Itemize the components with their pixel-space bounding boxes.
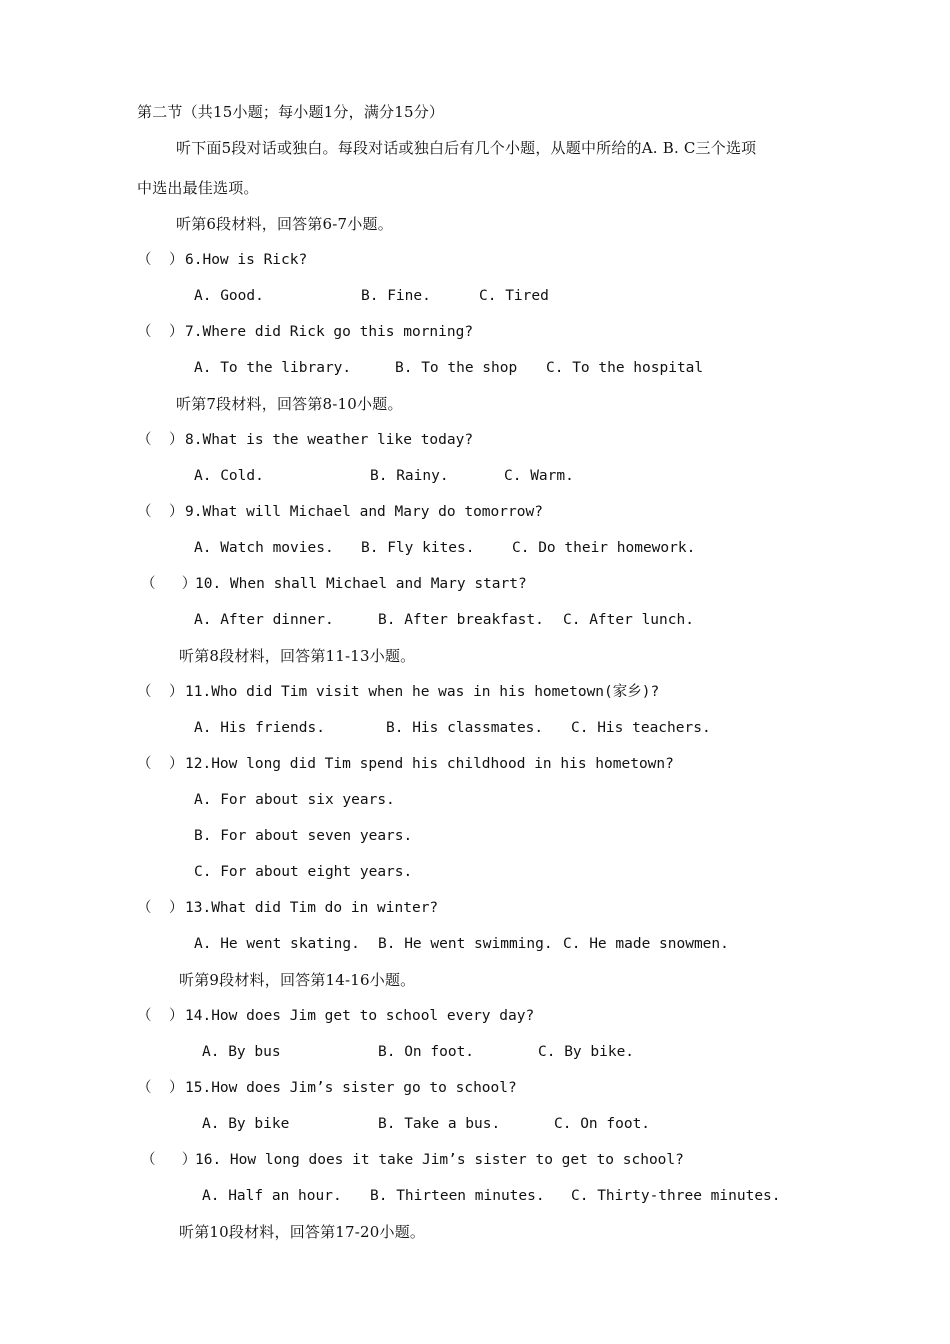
option-b[interactable]: B. He went swimming. xyxy=(378,936,553,952)
question-15 xyxy=(137,1078,837,1098)
option-b[interactable]: B. For about seven years. xyxy=(194,828,413,844)
question-text: 9.What will Michael and Mary do tomorrow? xyxy=(185,504,543,520)
section-heading: 第二节（共15小题；每小题1分，满分15分） xyxy=(137,103,445,121)
option-b[interactable]: B. Take a bus. xyxy=(378,1116,501,1132)
option-b[interactable]: B. Rainy. xyxy=(370,468,449,484)
options-13 xyxy=(0,934,950,954)
option-b[interactable]: B. Thirteen minutes. xyxy=(370,1188,545,1204)
option-c[interactable]: C. Do their homework. xyxy=(512,540,696,556)
option-c[interactable]: C. Tired xyxy=(479,288,549,304)
options-14 xyxy=(0,1042,950,1062)
option-b[interactable]: B. Fine. xyxy=(361,288,431,304)
answer-blank[interactable]: （ ） xyxy=(141,1152,197,1168)
answer-blank[interactable]: （ ） xyxy=(137,504,184,520)
question-9 xyxy=(137,502,837,522)
question-text: 14.How does Jim get to school every day? xyxy=(185,1008,535,1024)
option-c[interactable]: C. His teachers. xyxy=(571,720,711,736)
option-a[interactable]: A. Good. xyxy=(194,288,264,304)
options-16 xyxy=(0,1186,950,1206)
question-6 xyxy=(137,250,837,270)
question-12 xyxy=(137,754,897,774)
option-c[interactable]: C. For about eight years. xyxy=(194,864,413,880)
option-a[interactable]: A. By bike xyxy=(202,1116,290,1132)
option-c[interactable]: C. Warm. xyxy=(504,468,574,484)
options-7 xyxy=(0,358,950,378)
option-c[interactable]: C. He made snowmen. xyxy=(563,936,729,952)
option-b[interactable]: B. Fly kites. xyxy=(361,540,475,556)
options-15 xyxy=(0,1114,950,1134)
options-12-c xyxy=(0,862,950,882)
option-a[interactable]: A. To the library. xyxy=(194,360,352,376)
option-b[interactable]: B. After breakfast. xyxy=(378,612,544,628)
options-12-b xyxy=(0,826,950,846)
answer-blank[interactable]: （ ） xyxy=(137,1080,184,1096)
question-16 xyxy=(141,1150,901,1170)
answer-blank[interactable]: （ ） xyxy=(137,756,184,772)
instruction-line-2: 中选出最佳选项。 xyxy=(137,179,259,197)
group-intro: 听第6段材料，回答第6-7小题。 xyxy=(176,215,393,233)
option-b[interactable]: B. His classmates. xyxy=(386,720,544,736)
option-a[interactable]: A. After dinner. xyxy=(194,612,334,628)
group-intro: 听第8段材料，回答第11-13小题。 xyxy=(179,647,416,665)
options-8 xyxy=(0,466,950,486)
option-a[interactable]: A. For about six years. xyxy=(194,792,395,808)
group-intro: 听第9段材料，回答第14-16小题。 xyxy=(179,971,416,989)
option-c[interactable]: C. To the hospital xyxy=(546,360,704,376)
answer-blank[interactable]: （ ） xyxy=(137,324,184,340)
option-a[interactable]: A. He went skating. xyxy=(194,936,360,952)
options-10 xyxy=(0,610,950,630)
question-7 xyxy=(137,322,837,342)
option-c[interactable]: C. After lunch. xyxy=(563,612,694,628)
group-intro: 听第10段材料，回答第17-20小题。 xyxy=(179,1223,426,1241)
answer-blank[interactable]: （ ） xyxy=(137,684,184,700)
question-text: 11.Who did Tim visit when he was in his hometown(家乡)? xyxy=(185,684,660,700)
options-12-a xyxy=(0,790,950,810)
option-a[interactable]: A. Watch movies. xyxy=(194,540,334,556)
question-text: 12.How long did Tim spend his childhood in his hometown? xyxy=(185,756,674,772)
question-text: 13.What did Tim do in winter? xyxy=(185,900,439,916)
option-a[interactable]: A. His friends. xyxy=(194,720,325,736)
answer-blank[interactable]: （ ） xyxy=(141,576,197,592)
option-c[interactable]: C. Thirty-three minutes. xyxy=(571,1188,781,1204)
instruction-line-1: 听下面5段对话或独白。每段对话或独白后有几个小题，从题中所给的A. B. C三个选项 xyxy=(176,139,757,157)
options-9 xyxy=(0,538,950,558)
question-13 xyxy=(137,898,837,918)
question-text: 7.Where did Rick go this morning? xyxy=(185,324,474,340)
question-8 xyxy=(137,430,837,450)
option-c[interactable]: C. On foot. xyxy=(554,1116,651,1132)
answer-blank[interactable]: （ ） xyxy=(137,900,184,916)
question-14 xyxy=(137,1006,837,1026)
option-b[interactable]: B. On foot. xyxy=(378,1044,475,1060)
question-text: 15.How does Jim’s sister go to school? xyxy=(185,1080,517,1096)
question-10 xyxy=(141,574,841,594)
question-text: 8.What is the weather like today? xyxy=(185,432,474,448)
option-a[interactable]: A. Cold. xyxy=(194,468,264,484)
option-b[interactable]: B. To the shop xyxy=(395,360,518,376)
options-11 xyxy=(0,718,950,738)
question-text: 6.How is Rick? xyxy=(185,252,308,268)
options-6 xyxy=(0,286,950,306)
question-text: 16. How long does it take Jim’s sister to get to school? xyxy=(195,1152,684,1168)
group-intro: 听第7段材料，回答第8-10小题。 xyxy=(176,395,403,413)
option-a[interactable]: A. Half an hour. xyxy=(202,1188,342,1204)
question-text: 10. When shall Michael and Mary start? xyxy=(195,576,527,592)
question-11 xyxy=(137,682,897,702)
option-a[interactable]: A. By bus xyxy=(202,1044,281,1060)
answer-blank[interactable]: （ ） xyxy=(137,432,184,448)
option-c[interactable]: C. By bike. xyxy=(538,1044,635,1060)
answer-blank[interactable]: （ ） xyxy=(137,252,184,268)
answer-blank[interactable]: （ ） xyxy=(137,1008,184,1024)
